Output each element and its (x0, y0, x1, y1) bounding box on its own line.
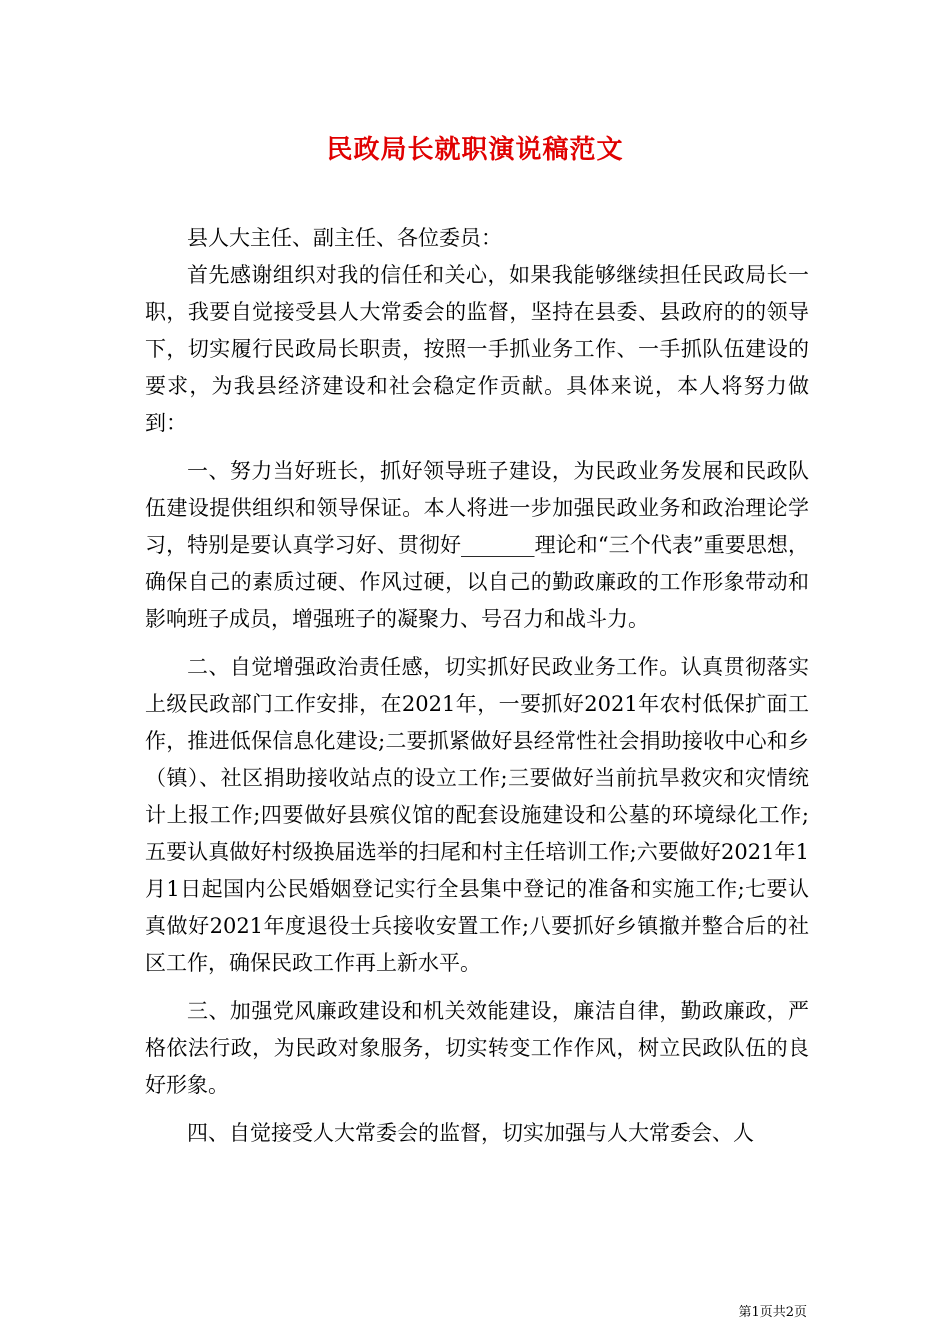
point-four-paragraph: 四、自觉接受人大常委会的监督，切实加强与人大常委会、人 (187, 1121, 754, 1145)
point-two-paragraph: 二、自觉增强政治责任感，切实抓好民政业务工作。认真贯彻落实上级民政部门工作安排，在2021年，一要抓好2021年农村低保扩面工作，推进低保信息化建设;二要抓紧做好县经常性社会捐助接收中心和乡（镇）、社区捐助接收站点的设立工作;三要做好当前抗旱救灾和灾情统计上报工作;四要做好县殡仪馆的配套设施建设和公墓的环境绿化工作;五要认真做好村级换届选举的扫尾和村主任培训工作;六要做好2021年1月1日起国内公民婚姻登记实行全县集中登记的准备和实施工作;七要认真做好2021年度退役士兵接收安置工作;八要抓好乡镇撤并整合后的社区工作，确保民政工作再上新水平。 (145, 655, 809, 975)
page-number: 第1页共2页 (738, 1305, 807, 1320)
document-body (145, 220, 809, 1163)
page-title: 民政局长就职演说稿范文 (326, 135, 624, 165)
point-one-paragraph: 一、努力当好班长，抓好领导班子建设，为民政业务发展和民政队伍建设提供组织和领导保证。本人将进一步加强民政业务和政治理论学习，特别是要认真学习好、贯彻好_______理论和“三个代表”重要思想，确保自己的素质过硬、作风过硬，以自己的勤政廉政的工作形象带动和影响班子成员，增强班子的凝聚力、号召力和战斗力。 (145, 459, 809, 631)
intro-paragraph: 首先感谢组织对我的信任和关心，如果我能够继续担任民政局长一职，我要自觉接受县人大常委会的监督，坚持在县委、县政府的的领导下，切实履行民政局长职责，按照一手抓业务工作、一手抓队伍建设的要求，为我县经济建设和社会稳定作贡献。具体来说，本人将努力做到： (145, 263, 809, 435)
salutation-paragraph: 县人大主任、副主任、各位委员： (187, 226, 502, 250)
point-three-paragraph: 三、加强党风廉政建设和机关效能建设，廉洁自律，勤政廉政，严格依法行政，为民政对象服务，切实转变工作作风，树立民政队伍的良好形象。 (145, 999, 809, 1097)
